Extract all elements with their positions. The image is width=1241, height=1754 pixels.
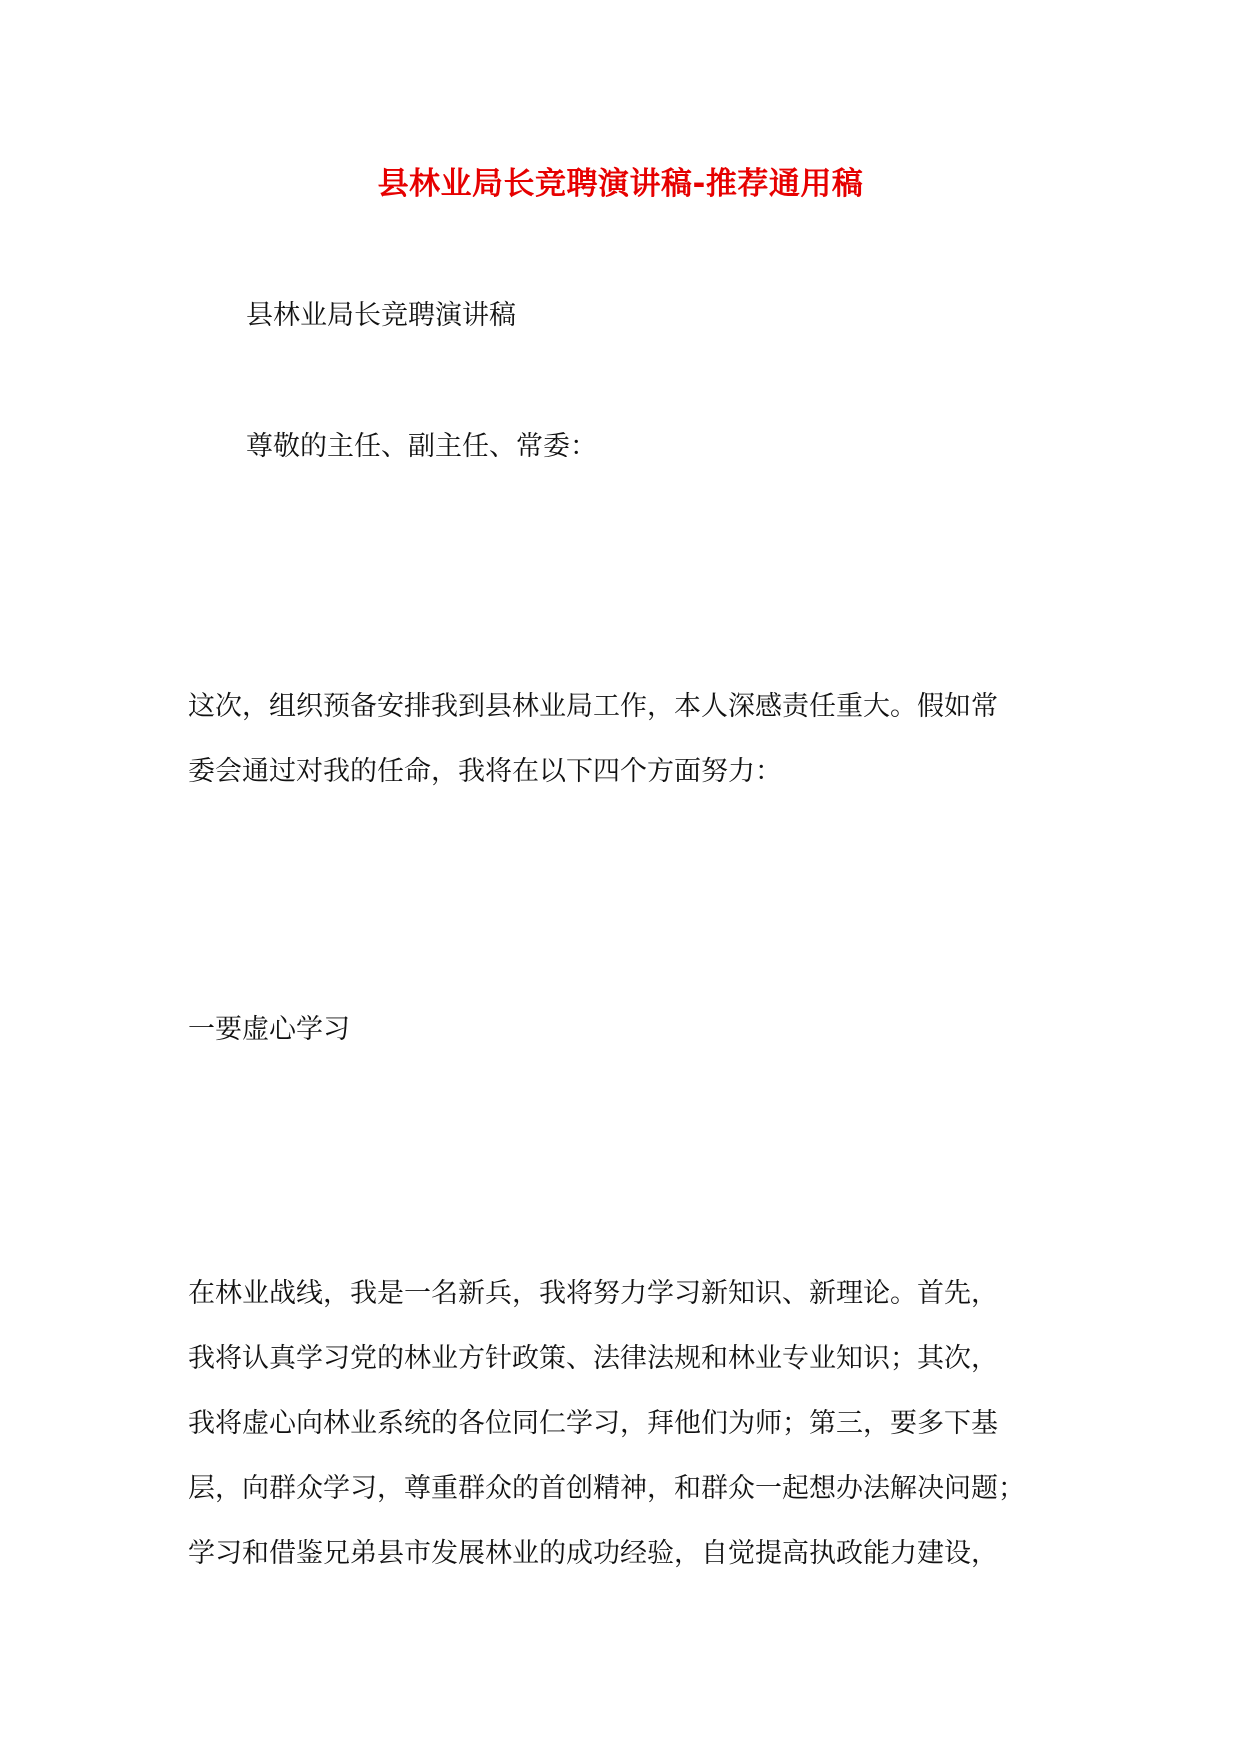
section-heading: 一要虚心学习 — [188, 1014, 350, 1045]
speech-subtitle: 县林业局长竞聘演讲稿 — [246, 300, 516, 331]
paragraph-line: 层，向群众学习，尊重群众的首创精神，和群众一起想办法解决问题； — [188, 1473, 1025, 1504]
paragraph-line: 学习和借鉴兄弟县市发展林业的成功经验，自觉提高执政能力建设， — [188, 1538, 998, 1569]
paragraph-line: 委会通过对我的任命，我将在以下四个方面努力： — [188, 756, 782, 787]
paragraph-intro — [188, 674, 1088, 804]
paragraph-line: 我将虚心向林业系统的各位同仁学习，拜他们为师；第三，要多下基 — [188, 1408, 998, 1439]
document-title: 县林业局长竞聘演讲稿-推荐通用稿 — [377, 166, 864, 202]
paragraph-line: 在林业战线，我是一名新兵，我将努力学习新知识、新理论。首先， — [188, 1278, 998, 1309]
paragraph-learning — [188, 1261, 1088, 1586]
paragraph-line: 我将认真学习党的林业方针政策、法律法规和林业专业知识；其次， — [188, 1343, 998, 1374]
paragraph-line: 这次，组织预备安排我到县林业局工作，本人深感责任重大。假如常 — [188, 691, 998, 722]
salutation: 尊敬的主任、副主任、常委： — [246, 431, 597, 462]
